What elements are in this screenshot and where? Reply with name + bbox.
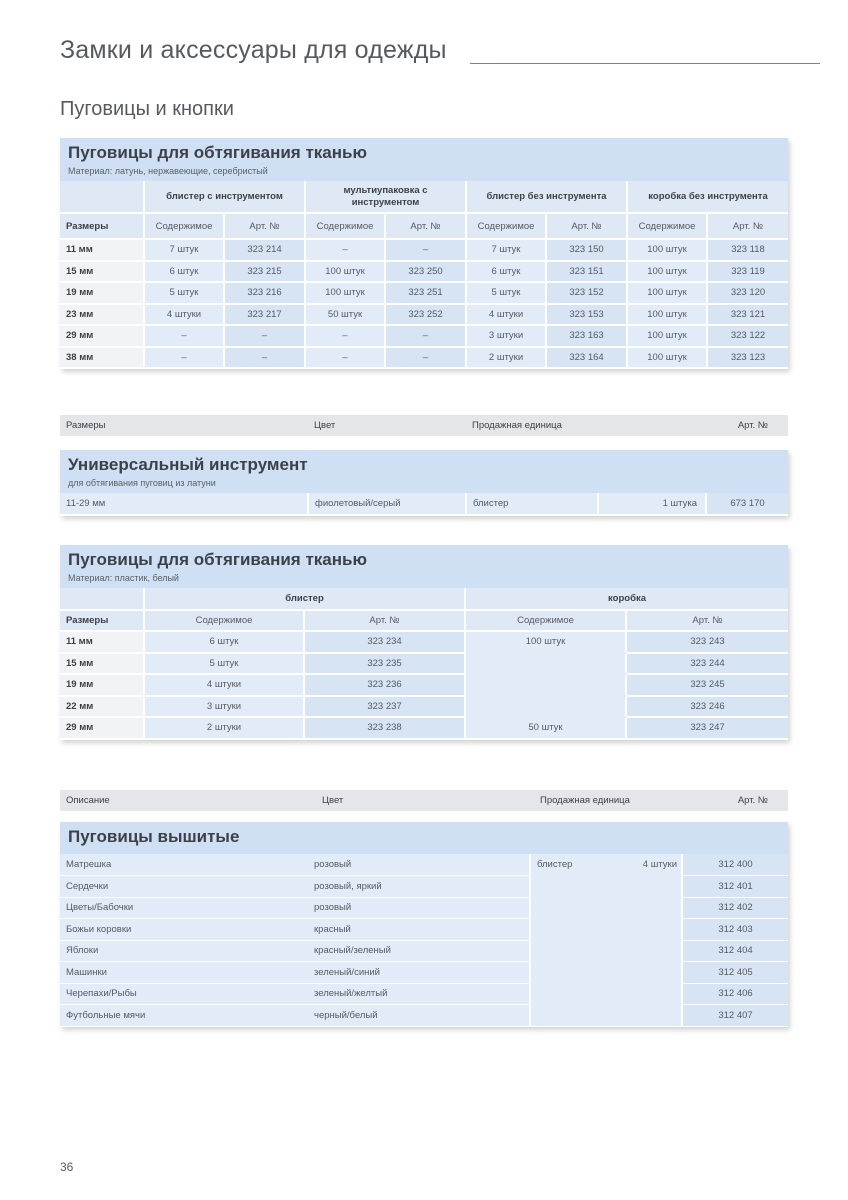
- size-cell: 29 мм: [60, 325, 144, 347]
- size-cell: 11 мм: [60, 239, 144, 261]
- description-cell: Цветы/Бабочки: [60, 897, 308, 919]
- title-rule: [470, 63, 820, 64]
- art-cell: 323 164: [546, 347, 627, 369]
- table2-col-pack: Продажная единица: [472, 420, 562, 431]
- content-cell: 7 штук: [144, 239, 224, 261]
- table3-group-2: коробка: [465, 588, 788, 610]
- description-cell: Черепахи/Рыбы: [60, 983, 308, 1005]
- page-number: 36: [60, 1160, 74, 1174]
- content-cell: 2 штуки: [144, 717, 304, 739]
- content-cell: 100 штук: [627, 347, 707, 369]
- content-cell: –: [144, 347, 224, 369]
- table3-content-header: Содержимое: [465, 610, 626, 632]
- table2: [60, 493, 788, 516]
- art-cell: 312 407: [682, 1005, 788, 1027]
- art-cell: 323 216: [224, 282, 305, 304]
- content-cell: 100 штук: [305, 282, 385, 304]
- art-cell: 312 403: [682, 919, 788, 941]
- art-cell: 323 120: [707, 282, 788, 304]
- table2-col-color: Цвет: [314, 420, 336, 431]
- table1-content-header: Содержимое: [466, 213, 546, 239]
- size-cell: 19 мм: [60, 674, 144, 696]
- art-cell: 323 246: [626, 696, 788, 718]
- content-cell: 100 штук: [627, 261, 707, 283]
- table2-col-size: Размеры: [66, 420, 106, 431]
- table-row: [60, 717, 788, 739]
- content-cell: [465, 653, 626, 675]
- art-cell: 323 238: [304, 717, 465, 739]
- color-cell: красный: [308, 919, 530, 941]
- table4-box: [60, 822, 788, 1027]
- content-cell: 6 штук: [144, 631, 304, 653]
- table-row: [60, 304, 788, 326]
- art-cell: 323 152: [546, 282, 627, 304]
- table-row: [60, 854, 788, 876]
- art-cell: 323 234: [304, 631, 465, 653]
- table4-col-desc: Описание: [66, 795, 110, 806]
- content-cell: 4 штуки: [144, 674, 304, 696]
- table1-art-header: Арт. №: [707, 213, 788, 239]
- art-cell: –: [224, 325, 305, 347]
- content-cell: 5 штук: [144, 653, 304, 675]
- content-cell: 5 штук: [144, 282, 224, 304]
- art-cell: 323 217: [224, 304, 305, 326]
- art-cell: 323 243: [626, 631, 788, 653]
- content-cell: 3 штуки: [466, 325, 546, 347]
- table1-box: [60, 138, 788, 369]
- art-cell: 312 405: [682, 962, 788, 984]
- table2-col-art: Арт. №: [737, 420, 768, 431]
- color-cell: розовый: [308, 897, 530, 919]
- art-cell: 323 235: [304, 653, 465, 675]
- table4: [60, 854, 788, 1027]
- content-cell: –: [305, 239, 385, 261]
- art-cell: 323 252: [385, 304, 466, 326]
- table3-title: Пуговицы для обтягивания тканью: [68, 550, 367, 569]
- table4-col-pack: Продажная единица: [540, 795, 630, 806]
- description-cell: Божьи коровки: [60, 919, 308, 941]
- table3-group-1: блистер: [144, 588, 465, 610]
- table4-col-color: Цвет: [322, 795, 344, 806]
- art-cell: 323 245: [626, 674, 788, 696]
- table1-size-header: Размеры: [60, 213, 144, 239]
- content-cell: 100 штук: [627, 325, 707, 347]
- table2-color: фиолетовый/серый: [308, 493, 466, 515]
- content-cell: 4 штуки: [144, 304, 224, 326]
- table3-content-header: Содержимое: [144, 610, 304, 632]
- size-cell: 11 мм: [60, 631, 144, 653]
- art-cell: 323 122: [707, 325, 788, 347]
- art-cell: –: [385, 347, 466, 369]
- description-cell: Матрешка: [60, 854, 308, 876]
- art-cell: 323 153: [546, 304, 627, 326]
- table1-content-header: Содержимое: [144, 213, 224, 239]
- table3: [60, 588, 788, 740]
- table1-content-header: Содержимое: [305, 213, 385, 239]
- size-cell: 15 мм: [60, 261, 144, 283]
- art-cell: 323 244: [626, 653, 788, 675]
- table2-pack: блистер: [466, 493, 598, 515]
- size-cell: 29 мм: [60, 717, 144, 739]
- art-cell: 323 250: [385, 261, 466, 283]
- table1-art-header: Арт. №: [224, 213, 305, 239]
- table-row: [60, 674, 788, 696]
- art-cell: 312 406: [682, 983, 788, 1005]
- art-cell: –: [385, 239, 466, 261]
- table1-content-header: Содержимое: [627, 213, 707, 239]
- page-title: Замки и аксессуары для одежды: [60, 36, 447, 64]
- table-row: [60, 631, 788, 653]
- table4-col-art: Арт. №: [737, 795, 768, 806]
- art-cell: 312 401: [682, 876, 788, 898]
- table3-art-header: Арт. №: [626, 610, 788, 632]
- art-cell: 323 237: [304, 696, 465, 718]
- art-cell: 312 400: [682, 854, 788, 876]
- description-cell: Сердечки: [60, 876, 308, 898]
- table1-group-4: коробка без инструмента: [627, 181, 788, 213]
- content-cell: –: [305, 325, 385, 347]
- table4-title: Пуговицы вышитые: [68, 827, 240, 846]
- art-cell: 323 214: [224, 239, 305, 261]
- color-cell: зеленый/желтый: [308, 983, 530, 1005]
- color-cell: розовый: [308, 854, 530, 876]
- art-cell: 323 119: [707, 261, 788, 283]
- table1-art-header: Арт. №: [385, 213, 466, 239]
- size-cell: 22 мм: [60, 696, 144, 718]
- table-row: [60, 347, 788, 369]
- content-cell: 4 штуки: [466, 304, 546, 326]
- art-cell: 323 251: [385, 282, 466, 304]
- art-cell: 312 404: [682, 940, 788, 962]
- content-cell: –: [305, 347, 385, 369]
- color-cell: зеленый/синий: [308, 962, 530, 984]
- content-cell: 100 штук: [627, 304, 707, 326]
- description-cell: Машинки: [60, 962, 308, 984]
- content-cell: 50 штук: [305, 304, 385, 326]
- content-cell: 100 штук: [627, 282, 707, 304]
- content-cell: [465, 696, 626, 718]
- art-cell: 323 247: [626, 717, 788, 739]
- table-row: [60, 653, 788, 675]
- art-cell: –: [224, 347, 305, 369]
- table-row: [60, 261, 788, 283]
- content-cell: 5 штук: [466, 282, 546, 304]
- table1-group-3: блистер без инструмента: [466, 181, 627, 213]
- table3-subtitle: Материал: пластик, белый: [68, 573, 179, 583]
- table2-art: 673 170: [706, 493, 788, 515]
- content-cell: 6 штук: [466, 261, 546, 283]
- art-cell: 323 236: [304, 674, 465, 696]
- table-row: [60, 282, 788, 304]
- color-cell: черный/белый: [308, 1005, 530, 1027]
- art-cell: 312 402: [682, 897, 788, 919]
- table3-body: [60, 631, 788, 739]
- size-cell: 19 мм: [60, 282, 144, 304]
- content-cell: [465, 674, 626, 696]
- content-cell: 7 штук: [466, 239, 546, 261]
- table1-group-2: мультиупаковка с инструментом: [305, 181, 466, 213]
- table4-header-bar: [60, 790, 788, 811]
- art-cell: 323 215: [224, 261, 305, 283]
- table2-qty: 1 штука: [598, 493, 706, 515]
- size-cell: 38 мм: [60, 347, 144, 369]
- table1-title: Пуговицы для обтягивания тканью: [68, 143, 367, 162]
- size-cell: 15 мм: [60, 653, 144, 675]
- description-cell: Яблоки: [60, 940, 308, 962]
- pack-cell: блистер: [530, 854, 626, 1026]
- table2-size: 11-29 мм: [60, 493, 308, 515]
- content-cell: 100 штук: [627, 239, 707, 261]
- table3-box: [60, 545, 788, 740]
- table1-art-header: Арт. №: [546, 213, 627, 239]
- size-cell: 23 мм: [60, 304, 144, 326]
- content-cell: 6 штук: [144, 261, 224, 283]
- color-cell: розовый, яркий: [308, 876, 530, 898]
- content-cell: –: [144, 325, 224, 347]
- table-row: [60, 325, 788, 347]
- art-cell: –: [385, 325, 466, 347]
- table3-art-header: Арт. №: [304, 610, 465, 632]
- table3-size-header: Размеры: [60, 610, 144, 632]
- table1-body: [60, 239, 788, 368]
- table3-head: [60, 545, 788, 588]
- table1-head: [60, 138, 788, 181]
- description-cell: Футбольные мячи: [60, 1005, 308, 1027]
- art-cell: 323 163: [546, 325, 627, 347]
- table2-subtitle: для обтягивания пуговиц из латуни: [68, 478, 216, 488]
- art-cell: 323 118: [707, 239, 788, 261]
- content-cell: 100 штук: [305, 261, 385, 283]
- table1-group-1: блистер с инструментом: [144, 181, 305, 213]
- table4-head: [60, 822, 788, 854]
- table2-head: [60, 450, 788, 493]
- table2-title: Универсальный инструмент: [68, 455, 308, 474]
- table2-box: [60, 450, 788, 516]
- table1-corner: [60, 181, 144, 213]
- table3-corner: [60, 588, 144, 610]
- section-title: Пуговицы и кнопки: [60, 98, 234, 120]
- art-cell: 323 150: [546, 239, 627, 261]
- table-row: [60, 696, 788, 718]
- art-cell: 323 121: [707, 304, 788, 326]
- content-cell: 50 штук: [465, 717, 626, 739]
- art-cell: 323 123: [707, 347, 788, 369]
- table1: [60, 181, 788, 369]
- table2-header-bar: [60, 415, 788, 436]
- table1-subtitle: Материал: латунь, нержавеющие, серебристый: [68, 166, 268, 176]
- qty-cell: 4 штуки: [626, 854, 682, 1026]
- art-cell: 323 151: [546, 261, 627, 283]
- content-cell: 2 штуки: [466, 347, 546, 369]
- content-cell: 100 штук: [465, 631, 626, 653]
- content-cell: 3 штуки: [144, 696, 304, 718]
- table4-body: [60, 854, 788, 1026]
- table-row: [60, 239, 788, 261]
- color-cell: красный/зеленый: [308, 940, 530, 962]
